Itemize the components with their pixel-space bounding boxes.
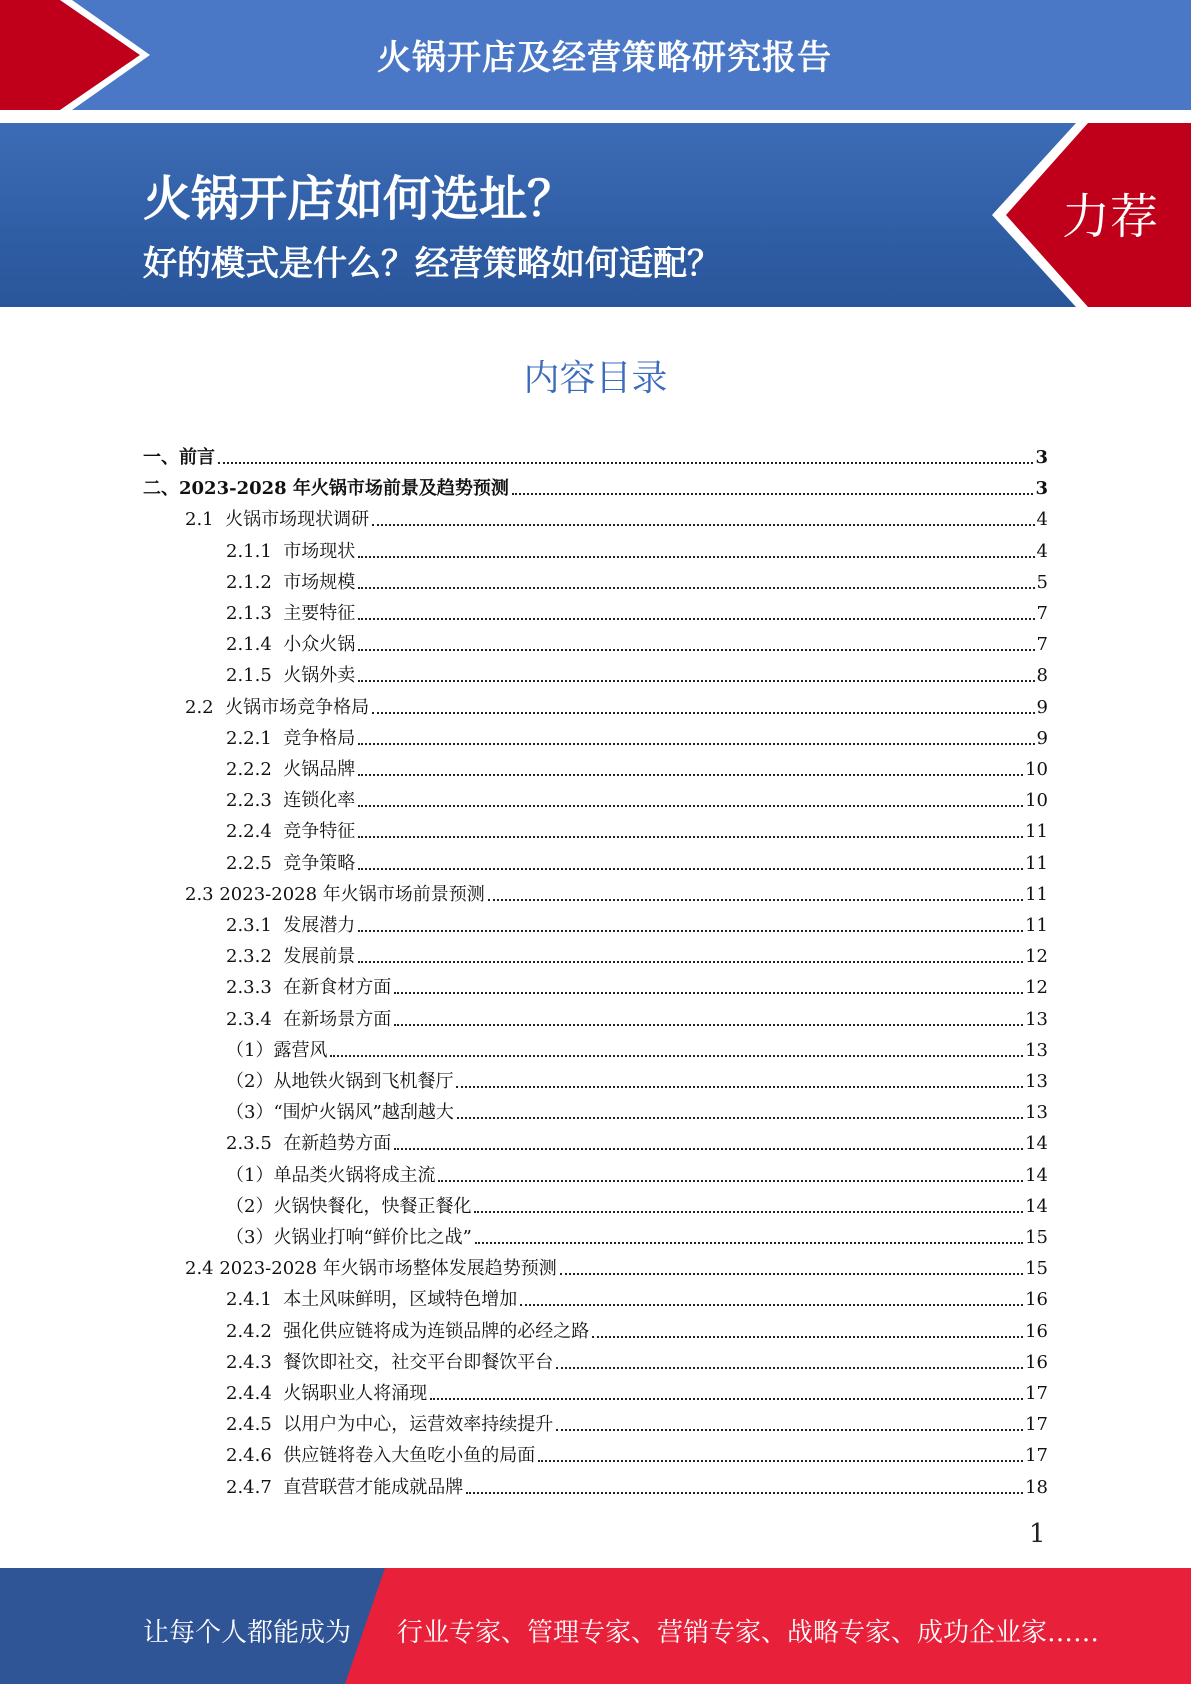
toc-entry-page: 12 — [1025, 946, 1048, 968]
toc-entry-label: 单品类火锅将成主流 — [273, 1164, 436, 1186]
toc-entry-page: 14 — [1025, 1164, 1048, 1186]
toc-entry[interactable] — [226, 656, 1048, 687]
toc-dot-leader — [560, 1272, 1023, 1275]
toc-entry-page: 4 — [1036, 540, 1048, 562]
toc-entry-page: 10 — [1025, 759, 1048, 780]
toc-entry[interactable] — [226, 1374, 1048, 1405]
toc-entry-label: 在新食材方面 — [283, 977, 392, 999]
toc-dot-leader — [358, 867, 1023, 870]
toc-dot-leader — [358, 960, 1023, 963]
toc-entry-label: 从地铁火锅到飞机餐厅 — [273, 1071, 454, 1092]
toc-entry-page: 12 — [1025, 977, 1048, 999]
toc-entry-label: 餐饮即社交，社交平台即餐饮平台 — [283, 1351, 554, 1373]
toc-entry-label: 主要特征 — [283, 603, 356, 624]
toc-dot-leader — [556, 1428, 1023, 1431]
toc-dot-leader — [358, 773, 1023, 776]
toc-entry-number: （2） — [226, 1195, 274, 1217]
toc-entry[interactable] — [226, 1436, 1048, 1467]
toc-entry[interactable] — [143, 469, 1048, 500]
toc-entry-page: 16 — [1025, 1289, 1048, 1311]
toc-entry-page: 3 — [1035, 447, 1048, 468]
toc-entry-number: 2.4.1 — [226, 1289, 284, 1311]
toc-entry[interactable] — [226, 906, 1048, 937]
toc-entry-label: 前言 — [179, 447, 215, 468]
toc-entry-number: 2.1.1 — [226, 540, 284, 562]
toc-entry-page: 14 — [1025, 1133, 1048, 1155]
toc-entry-page: 11 — [1025, 883, 1048, 905]
toc-entry-number: 二、 — [143, 478, 179, 500]
toc-entry-number: 2.2.2 — [226, 759, 284, 780]
toc-entry[interactable] — [226, 1468, 1048, 1499]
toc-entry-label: “围炉火锅风”越刮越大 — [273, 1102, 454, 1124]
toc-entry[interactable] — [226, 719, 1048, 750]
toc-entry[interactable] — [226, 781, 1048, 812]
toc-entry-number: 一、 — [143, 447, 179, 468]
toc-entry[interactable] — [226, 1312, 1048, 1343]
toc-entry-number: 2.4.5 — [226, 1414, 284, 1436]
toc-entry-number: （2） — [226, 1071, 274, 1092]
toc-entry-number: 2.4.2 — [226, 1320, 284, 1342]
toc-entry[interactable] — [226, 1031, 1048, 1062]
toc-entry-page: 16 — [1025, 1320, 1048, 1342]
toc-entry-label: 小众火锅 — [283, 634, 356, 656]
toc-entry-label: 强化供应链将成为连锁品牌的必经之路 — [283, 1320, 590, 1342]
toc-entry[interactable] — [226, 1280, 1048, 1311]
toc-entry-number: 2.2.1 — [226, 727, 284, 749]
toc-entry-number: 2.4.7 — [226, 1476, 284, 1498]
toc-dot-leader — [520, 1303, 1023, 1306]
toc-entry-page: 7 — [1036, 603, 1048, 624]
toc-dot-leader — [358, 648, 1034, 651]
toc-entry[interactable] — [226, 1187, 1048, 1218]
toc-entry-number: 2.4.4 — [226, 1383, 284, 1404]
toc-entry-label: 连锁化率 — [283, 790, 356, 812]
toc-entry-page: 15 — [1025, 1227, 1048, 1248]
toc-dot-leader — [372, 523, 1034, 526]
toc-dot-leader — [394, 1147, 1023, 1150]
toc-dot-leader — [394, 991, 1023, 994]
toc-entry-number: 2.3.5 — [226, 1133, 284, 1155]
toc-entry-label: 在新场景方面 — [283, 1008, 392, 1030]
toc-entry[interactable] — [185, 500, 1048, 531]
toc-entry-number: 2.1.2 — [226, 571, 284, 593]
toc-dot-leader — [358, 835, 1023, 838]
toc-entry-number: （1） — [226, 1164, 274, 1186]
toc-entry-number: 2.4.3 — [226, 1351, 284, 1373]
toc-entry-label: 2023-2028 年火锅市场整体发展趋势预测 — [219, 1258, 557, 1280]
toc-dot-leader — [358, 929, 1023, 932]
toc-entry-label: 火锅外卖 — [283, 665, 356, 687]
toc-entry-label: 2023-2028 年火锅市场前景及趋势预测 — [179, 478, 509, 500]
toc-entry[interactable] — [226, 750, 1048, 781]
toc-dot-leader — [358, 679, 1034, 682]
toc-entry-number: 2.3.1 — [226, 915, 284, 936]
toc-entry-label: 火锅职业人将涌现 — [283, 1383, 428, 1404]
toc-entry-page: 8 — [1036, 665, 1048, 687]
toc-entry-number: 2.2 — [185, 696, 226, 718]
toc-entry-label: 发展前景 — [283, 946, 356, 968]
toc-entry-number: 2.3.3 — [226, 977, 284, 999]
toc-entry-number: （3） — [226, 1227, 274, 1248]
toc-entry-page: 18 — [1025, 1476, 1048, 1498]
toc-dot-leader — [556, 1366, 1023, 1369]
toc-entry[interactable] — [226, 1000, 1048, 1031]
toc-entry[interactable] — [185, 1249, 1048, 1280]
toc-entry-label: 2023-2028 年火锅市场前景预测 — [219, 883, 485, 905]
toc-dot-leader — [358, 586, 1034, 589]
toc-entry-page: 11 — [1025, 821, 1048, 843]
toc-entry-page: 17 — [1025, 1383, 1048, 1404]
toc-entry-label: 发展潜力 — [283, 915, 356, 936]
toc-entry-page: 10 — [1025, 790, 1048, 812]
toc-entry-label: 市场规模 — [283, 571, 356, 593]
toc-dot-leader — [592, 1335, 1023, 1338]
toc-entry-page: 13 — [1025, 1071, 1048, 1092]
toc-entry-page: 17 — [1025, 1414, 1048, 1436]
toc-entry-page: 11 — [1025, 852, 1048, 874]
toc-entry[interactable] — [226, 937, 1048, 968]
toc-entry-number: 2.3 — [185, 883, 220, 905]
toc-entry-label: 供应链将卷入大鱼吃小鱼的局面 — [283, 1445, 536, 1467]
toc-dot-leader — [372, 711, 1034, 714]
toc-entry[interactable] — [185, 688, 1048, 719]
toc-entry[interactable] — [226, 532, 1048, 563]
toc-entry-number: 2.3.2 — [226, 946, 284, 968]
toc-entry-page: 4 — [1036, 509, 1048, 531]
toc-entry[interactable] — [185, 875, 1048, 906]
toc-entry-page: 13 — [1025, 1008, 1048, 1030]
toc-dot-leader — [456, 1085, 1023, 1088]
toc-entry-page: 3 — [1035, 478, 1048, 500]
toc-entry-page: 15 — [1025, 1258, 1048, 1280]
toc-entry-page: 5 — [1036, 571, 1048, 593]
toc-dot-leader — [430, 1397, 1023, 1400]
footer-slogan-right: 行业专家、管理专家、营销专家、战略专家、成功企业家…… — [397, 1618, 1100, 1648]
toc-entry-number: 2.4.6 — [226, 1445, 284, 1467]
toc-entry-page: 9 — [1036, 727, 1048, 749]
toc-dot-leader — [358, 742, 1034, 745]
toc-entry[interactable] — [226, 1156, 1048, 1187]
toc-entry-page: 9 — [1036, 696, 1048, 718]
toc-entry-page: 16 — [1025, 1351, 1048, 1373]
toc-entry-page: 14 — [1025, 1195, 1048, 1217]
footer-slogan-left: 让每个人都能成为 — [143, 1618, 352, 1648]
toc-entry-label: 竞争策略 — [283, 852, 356, 874]
toc-entry[interactable] — [226, 563, 1048, 594]
report-title: 火锅开店及经营策略研究报告 — [377, 38, 832, 78]
toc-entry-label: 火锅业打响“鲜价比之战” — [273, 1227, 472, 1248]
toc-entry-page: 11 — [1025, 915, 1048, 936]
toc-entry[interactable] — [143, 438, 1048, 469]
toc-dot-leader — [474, 1210, 1023, 1213]
toc-entry[interactable] — [226, 1093, 1048, 1124]
toc-entry-number: （1） — [226, 1039, 274, 1061]
toc-entry[interactable] — [226, 625, 1048, 656]
toc-entry-label: 露营风 — [273, 1039, 328, 1061]
toc-entry-label: 直营联营才能成就品牌 — [283, 1476, 464, 1498]
toc-entry-label: 在新趋势方面 — [283, 1133, 392, 1155]
toc-entry-number: 2.1.3 — [226, 603, 284, 624]
toc-entry[interactable] — [226, 844, 1048, 875]
toc-dot-leader — [466, 1491, 1023, 1494]
toc-dot-leader — [358, 555, 1034, 558]
toc-dot-leader — [358, 617, 1034, 620]
toc-dot-leader — [488, 898, 1023, 901]
toc-entry[interactable] — [226, 1062, 1048, 1093]
toc-entry-page: 13 — [1025, 1039, 1048, 1061]
toc-dot-leader — [358, 804, 1023, 807]
toc-entry[interactable] — [226, 812, 1048, 843]
toc-dot-leader — [218, 461, 1033, 464]
toc-entry[interactable] — [226, 968, 1048, 999]
toc-entry-page: 17 — [1025, 1445, 1048, 1467]
hero-title: 火锅开店如何选址？ — [143, 171, 576, 227]
toc-entry-number: 2.3.4 — [226, 1008, 284, 1030]
toc-dot-leader — [475, 1241, 1023, 1244]
toc-entry-number: （3） — [226, 1102, 274, 1124]
toc-entry-number: 2.1.5 — [226, 665, 284, 687]
toc-entry-label: 火锅品牌 — [283, 759, 356, 780]
recommend-badge: 力荐 — [1062, 189, 1159, 245]
toc-entry-number: 2.2.3 — [226, 790, 284, 812]
toc-entry-number: 2.2.4 — [226, 821, 284, 843]
toc-entry[interactable] — [226, 1124, 1048, 1155]
toc-entry-number: 2.1 — [185, 509, 226, 531]
toc-entry-page: 13 — [1025, 1102, 1048, 1124]
page-number: 1 — [1029, 1519, 1046, 1549]
toc-dot-leader — [538, 1459, 1023, 1462]
toc-entry-label: 本土风味鲜明，区域特色增加 — [283, 1289, 518, 1311]
toc-entry[interactable] — [226, 1405, 1048, 1436]
toc-entry-label: 火锅市场竞争格局 — [225, 696, 370, 718]
toc-entry-number: 2.4 — [185, 1258, 220, 1280]
toc-dot-leader — [330, 1054, 1023, 1057]
toc-entry[interactable] — [226, 1218, 1048, 1249]
toc-entry-label: 火锅快餐化，快餐正餐化 — [273, 1195, 472, 1217]
toc-entry[interactable] — [226, 594, 1048, 625]
toc-dot-leader — [394, 1023, 1023, 1026]
hero-subtitle: 好的模式是什么？经营策略如何适配？ — [143, 244, 721, 284]
toc-entry-label: 竞争特征 — [283, 821, 356, 843]
toc-dot-leader — [512, 492, 1034, 495]
toc-entry-page: 7 — [1036, 634, 1048, 656]
toc-entry-label: 火锅市场现状调研 — [225, 509, 370, 531]
toc-entry-label: 市场现状 — [283, 540, 356, 562]
toc-dot-leader — [457, 1116, 1023, 1119]
toc-entry-label: 竞争格局 — [283, 727, 356, 749]
toc-entry-number: 2.2.5 — [226, 852, 284, 874]
toc-entry[interactable] — [226, 1343, 1048, 1374]
toc-dot-leader — [438, 1179, 1023, 1182]
toc-entry-number: 2.1.4 — [226, 634, 284, 656]
toc-title: 内容目录 — [523, 358, 668, 399]
toc-entry-label: 以用户为中心，运营效率持续提升 — [283, 1414, 554, 1436]
